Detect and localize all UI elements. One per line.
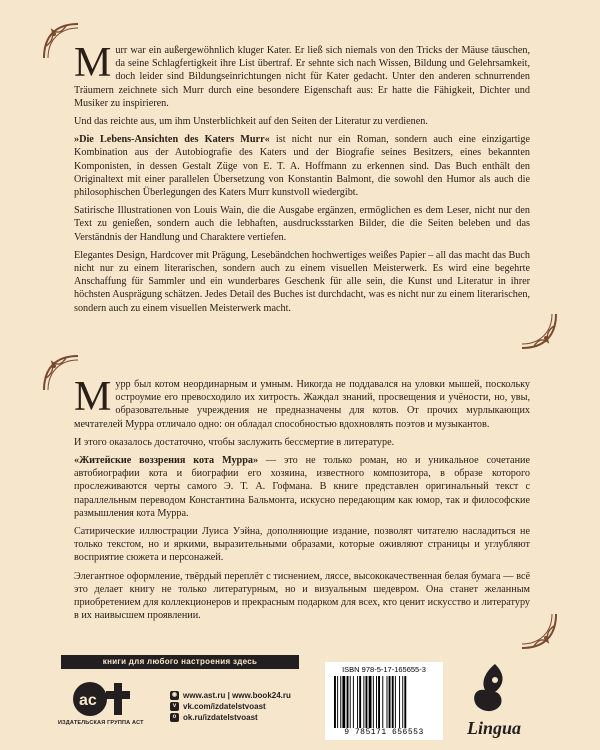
vk-link[interactable]: vk.com/izdatelstvoast — [183, 702, 266, 711]
ok-row — [170, 712, 291, 723]
barcode-bar — [378, 676, 380, 728]
barcode-digits: 9 785171 656553 — [344, 728, 424, 737]
lingua-logo — [455, 658, 535, 742]
barcode-bar — [340, 676, 341, 728]
german-paragraph-1 — [74, 40, 530, 110]
barcode-bar — [387, 676, 388, 728]
site-links-row — [170, 690, 291, 701]
barcode-bar — [350, 676, 351, 728]
barcode-bar — [389, 676, 391, 728]
german-paragraph-3 — [74, 133, 530, 199]
barcode-bar — [373, 676, 374, 728]
site-links[interactable]: www.ast.ru | www.book24.ru — [183, 691, 291, 700]
contact-links — [170, 690, 291, 723]
barcode-bar — [369, 676, 372, 728]
publisher-caption: ИЗДАТЕЛЬСКАЯ ГРУППА АСТ — [58, 720, 144, 726]
russian-p1-text: урр был котом неординарным и умным. Никогда не поддавался на уловки мышей, поскольку остроумие его превосходило их хитрость. Жаждал знаний, просвещения и учёности, но, увы, образовательные учреждения не предназначены для котов. От прочих мурлыкающих мечтателей Мурра отличало одно: он обладал способностью вдохновлять поэтов и музыкантов. — [74, 379, 530, 430]
russian-paragraph-2: И этого оказалось достаточно, чтобы заслужить бессмертие в литературе. — [74, 436, 395, 448]
barcode-bar — [395, 676, 396, 728]
barcode-bar — [357, 676, 358, 728]
russian-paragraph-4: Сатирические иллюстрации Луиса Уэйна, дополняющие издание, позволят читателю насладиться не только текстом, но и яркими, выразительными образами, которые оживляют страницы и углубляют восприятие сюжета и персонажей. — [74, 526, 530, 564]
globe-icon: ◉ — [171, 692, 178, 698]
russian-paragraph-3 — [74, 454, 530, 520]
russian-p3-text: — это не только роман, но и уникальное сочетание автобиографии кота и биографии его хозяина, известного композитора, в образе которого прослеживаются черты самого Э. Т. А. Гофмана. В книге представлен оригинальный текст с параллельным переводом Константина Бальмонта, искусно передающим как юмор, так и философские размышления кота Мурра. — [74, 455, 530, 519]
russian-dropcap: М — [74, 374, 112, 420]
vk-row — [170, 701, 291, 712]
barcode-bar — [342, 676, 345, 728]
barcode-bar — [402, 676, 403, 728]
barcode-bar — [363, 676, 364, 728]
german-paragraph-2: Und das reichte aus, um ihm Unsterblichkeit auf den Seiten der Literatur zu verdienen. — [74, 116, 428, 128]
german-paragraph-4: Satirische Illustrationen von Louis Wain, die die Ausgabe ergänzen, ermöglichen es dem Leser, nicht nur den Text zu genießen, sondern auch die lebhaften, ausdrucksstarken Bilder, die die Seiten beleben und das Verständnis der Handlung und Charaktere vertiefen. — [74, 205, 530, 243]
ok-link[interactable]: ok.ru/izdatelstvoast — [183, 713, 258, 722]
german-title-bold: »Die Lebens-Ansichten des Katers Murr« — [74, 134, 270, 146]
barcode-bar — [347, 676, 349, 728]
russian-title-bold: «Житейские воззрения кота Мурра» — [74, 455, 259, 467]
barcode-bar — [353, 676, 354, 728]
ok-icon: o — [170, 713, 179, 722]
german-dropcap: M — [74, 40, 112, 86]
barcode-bar — [337, 676, 338, 728]
german-p3-text: ist nicht nur ein Roman, sondern auch eine einzigartige Kombination aus der Autobiografie des Katers und der Biografie seines Besitzers, eines bekannten Komponisten, in dessen Gestalt Züge von E. T. A. Hoffmann zu erkennen sind. Das Buch enthält den Originaltext mit einer parallelen Übersetzung von Konstantin Balmont, die sowohl den Humor als auch die philosophischen Überlegungen des Katers Murr kunstvoll wiedergibt. — [74, 134, 531, 199]
german-p1-text: urr war ein außergewöhnlich kluger Kater. Er ließ sich niemals von den Tricks der Mäuse täuschen, da seine Schlagfertigkeit ihre List übertraf. Er sehnte sich nach Wissen, Bildung und Gelehrsamkeit, doch leider sind Bildungseinrichtungen nicht für Kater gedacht. Unter den anderen schnurrenden Träumern zeichnete sich Murr durch eine besondere Eigenschaft aus: Er hatte die Fähigkeit, Dichter und Musiker zu inspirieren. — [74, 45, 530, 109]
vk-icon: v — [170, 702, 179, 711]
isbn-text: ISBN 978-5-17-165655-3 — [342, 665, 426, 674]
barcode-bar — [404, 676, 406, 728]
barcode-bar — [366, 676, 368, 728]
barcode-bar — [376, 676, 377, 728]
barcode — [325, 662, 443, 740]
lingua-text: Lingua — [467, 718, 522, 738]
russian-paragraph-1 — [74, 374, 530, 431]
barcode-bar — [382, 676, 383, 728]
barcode-bar — [359, 676, 361, 728]
german-blurb — [74, 40, 531, 320]
barcode-bar — [334, 676, 336, 728]
barcode-bars — [334, 676, 434, 728]
ast-logo-text: ас — [79, 692, 97, 709]
barcode-bar — [399, 676, 400, 728]
ast-logo — [70, 675, 134, 719]
german-paragraph-5: Elegantes Design, Hardcover mit Prägung, Lesebändchen hochwertiges weißes Papier – all das macht das Buch nicht nur zu einem literarischen, sondern auch zu einem visuellen Meisterwerk. Es wird eine begehrte Anschaffung für Sammler und ein wunderbares Geschenk für alle sein, die Kunst und Literatur in ihrer höchsten Ausprägung schätzen. Jedes Detail des Buches ist durchdacht, was es nicht nur zu einem literarischen, sondern auch zu einem visuellen Meisterwerk macht. — [74, 249, 530, 314]
russian-blurb — [74, 374, 530, 627]
tagline-banner: книги для любого настроения здесь — [61, 655, 299, 669]
russian-paragraph-5: Элегантное оформление, твёрдый переплёт с тиснением, ляссе, высококачественная белая бумага — всё это делает книгу не только литературным, но и визуальным шедевром. Она станет желанным приобретением для коллекционеров и прекрасным подарком для всех, кто ценит искусство и литературу в их наивысшем проявлении. — [74, 570, 530, 622]
barcode-bar — [392, 676, 394, 728]
